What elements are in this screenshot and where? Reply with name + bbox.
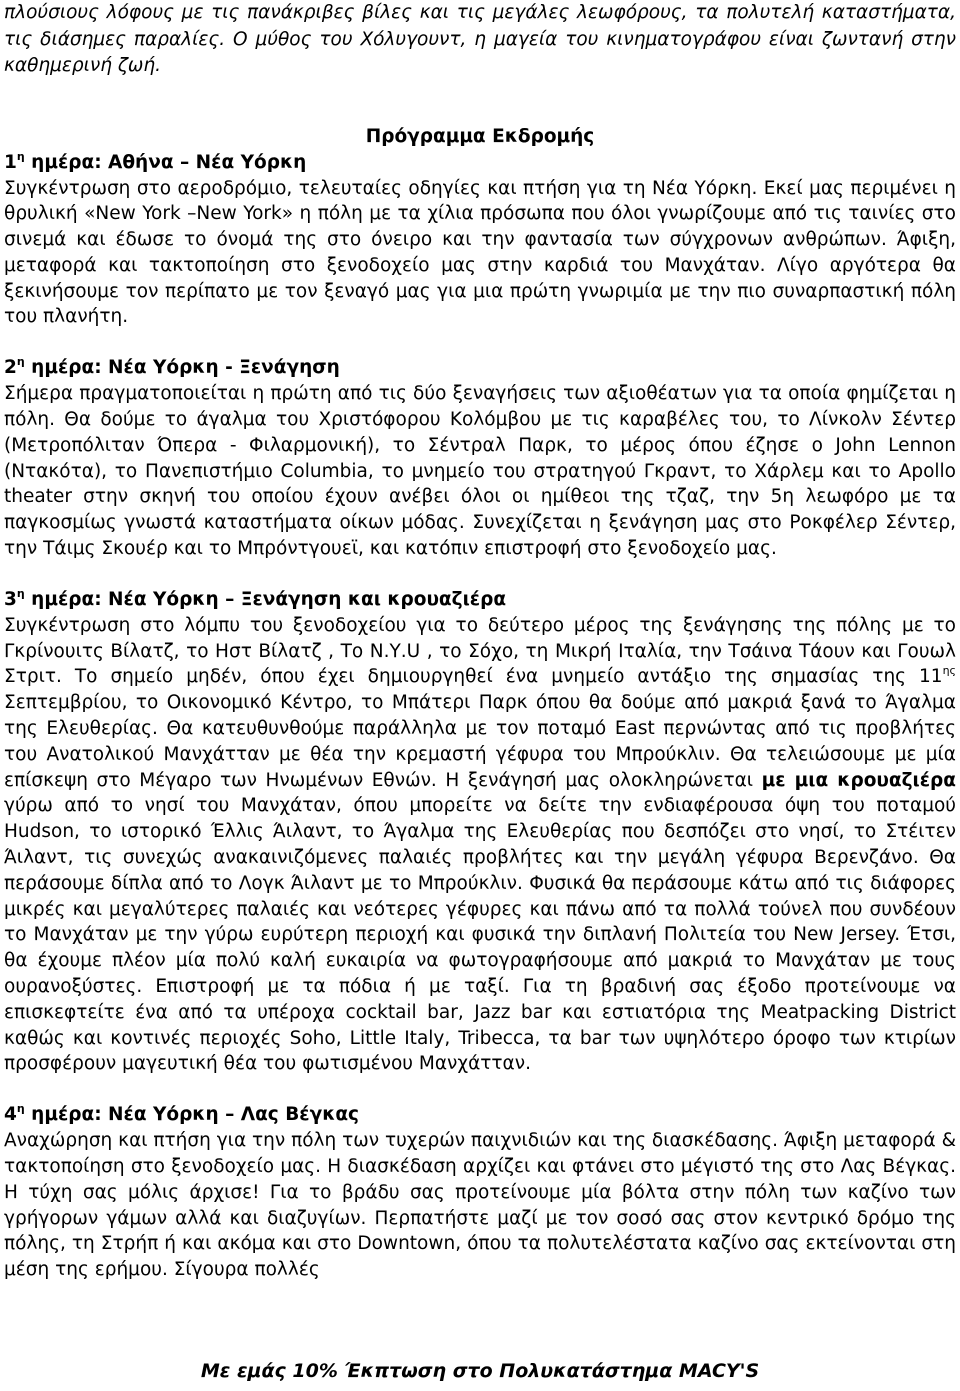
day-3-text-b: Σεπτεμβρίου, το Οικονομικό Κέντρο, το Μπάτερι Παρκ όπου θα δούμε από μακριά ξανά το Άγαλμα της Ελευθερίας. Θα κατευθυνθούμε παράλληλα με τον ποταμό East περνώντας από τις προβλήτες του Ανατολικού Μανχάτταν με θέα την κρεμαστή γέφυρα του Μπρούκλιν. Θα τελειώσουμε με μία επίσκεψη στο Μέγαρο των Ηνωμένων Εθνών. Η ξενάγησή μας ολοκληρώνεται <box>4 692 956 791</box>
day-1-title: ημέρα: Αθήνα – Νέα Υόρκη <box>24 151 307 173</box>
day-2-title: ημέρα: Νέα Υόρκη - Ξενάγηση <box>24 357 340 379</box>
day-2-heading <box>4 355 956 381</box>
day-1-sup: η <box>16 149 25 163</box>
day-3-heading <box>4 587 956 613</box>
day-3-text-bold: με μια κρουαζιέρα <box>761 769 956 791</box>
footer-promo: Με εμάς 10% Έκπτωση στο Πολυκατάστημα MACY'S <box>200 1360 760 1382</box>
day-1-heading <box>4 150 956 176</box>
day-1-number: 1 <box>4 151 17 173</box>
intro-paragraph: πλούσιους λόφους με τις πανάκριβες βίλες και τις μεγάλες λεωφόρους, τα πολυτελή καταστήματα, τις διάσημες παραλίες. Ο μύθος του Χόλυγουντ, η μαγεία του κινηματογράφου είναι ζωντανή στην καθημερινή ζωή. <box>4 2 956 76</box>
day-2-text: Σήμερα πραγματοποιείται η πρώτη από τις δύο ξεναγήσεις των αξιοθέατων για τα οποία φημίζεται η πόλη. Θα δούμε το άγαλμα του Χριστόφορου Κολόμβου με τις καραβέλες του, το Λίνκολν Σέντερ (Μετροπόλιταν Όπερα - Φιλαρμονική), το Σέντραλ Παρκ, το μέρος όπου έζησε ο John Lennon (Ντακότα), το Πανεπιστήμιο Columbia, το μνημείο του στρατηγού Γκραντ, το Χάρλεμ και το Apollo theater στην σκηνή του οποίου έχουν ανέβει όλοι οι ημίθεοι της τζαζ, την 5η λεωφόρο με τα παγκοσμίως γνωστά καταστήματα οίκων μόδας. Συνεχίζεται η ξενάγηση μας στο Ροκφέλερ Σέντερ, την Τάιμς Σκουέρ και το Μπρόντγουεϊ, και κατόπιν επιστροφή στο ξενοδοχείο μας. <box>4 383 956 560</box>
day-4-title: ημέρα: Νέα Υόρκη – Λας Βέγκας <box>24 1104 360 1126</box>
day-2-sup: η <box>16 355 25 369</box>
day-3-sup: η <box>16 586 25 600</box>
day-4-text: Αναχώρηση και πτήση για την πόλη των τυχερών παιχνιδιών και της διασκέδασης. Άφιξη μεταφορά & τακτοποίηση στο ξενοδοχείο μας. Η διασκέδαση αρχίζει και φτάνει στο μέγιστό της στο Λας Βέγκας. Η τύχη σας μόλις άρχισε! Για το βράδυ σας προτείνουμε μία βόλτα στην πόλη των καζίνο των γρήγορων γάμων αλλά και διαζυγίων. Περπατήστε μαζί με τον σοσό σας στον κεντρικό δρόμο της πόλης, τη Στρήπ ή και ακόμα και στο Downtown, όπου τα πολυτελέστατα καζίνο σας εκτείνονται στη μέση της ερήμου. Σίγουρα πολλές <box>4 1130 956 1281</box>
day-4-sup: η <box>16 1102 25 1116</box>
day-1-text: Συγκέντρωση στο αεροδρόμιο, τελευταίες οδηγίες και πτήση για τη Νέα Υόρκη. Εκεί μας περιμένει η θρυλική «New York –New York» η πόλη με τα χίλια πρόσωπα που όλοι γνωρίζουμε από τις ταινίες στο σινεμά και έδωσε το όνομά της στο όνειρο και την φαντασία των σύγχρονων ανθρώπων. Άφιξη, μεταφορά και τακτοποίηση στο ξενοδοχείο μας στην καρδιά του Μανχάταν. Λίγο αργότερα θα ξεκινήσουμε τον περίπατο με τον ξεναγό μας για μια πρώτη γνωριμία με την πιο συναρπαστική πόλη του πλανήτη. <box>4 177 956 328</box>
day-3-title: ημέρα: Νέα Υόρκη – Ξενάγηση και κρουαζιέρα <box>24 588 507 610</box>
document-page <box>4 0 956 1283</box>
day-4-heading <box>4 1102 956 1128</box>
day-3-text <box>4 613 956 1077</box>
day-3-number: 3 <box>4 588 17 610</box>
day-3-text-c: γύρω από το νησί του Μανχάταν, όπου μπορείτε να δείτε την ενδιαφέρουσα όψη του ποταμού Hudson, το ιστορικό Έλλις Άιλαντ, το Άγαλμα της Ελευθερίας που δεσπόζει στο νησί, το Στέιτεν Άιλαντ, τις συνεχώς ανακαινιζόμενες παλαιές προβλήτες και την μεγάλη γέφυρα Βερενζάνο. Θα περάσουμε δίπλα από το Λογκ Άιλαντ με το Μπρούκλιν. Φυσικά θα περάσουμε κάτω από τις διάφορες μικρές και μεγαλύτερες παλαιές και νεότερες γέφυρες και πάνω από τα πολλά τούνελ που συνδέουν το Μανχάταν με την γύρω ευρύτερη περιοχή και φυσικά την διπλανή Πολιτεία του New Jersey. Έτσι, θα έχουμε πλέον μία πολύ καλή ευκαιρία να φωτογραφήσουμε από μακριά το Μανχάταν με τους ουρανοξύστες. Επιστροφή με τα πόδια ή με ταξί. Για τη βραδινή σας έξοδο προτείνουμε να επισκεφτείτε ένα από τα υπέροχα cocktail bar, Jazz bar και εστιατόρια της Meatpacking District καθώς και κοντινές περιοχές Soho, Little Italy, Tribecca, τα bar των υψηλότερο όροφο των κτιρίων προσφέρουν μαγευτική θέα του φωτισμένου Μανχάτταν. <box>4 795 956 1075</box>
day-3-text-a: Συγκέντρωση στο λόμπυ του ξενοδοχείου για το δεύτερο μέρος της ξενάγησης της πόλης με το Γκρίνουιτς Βίλατζ, το Ηστ Βίλατζ , Το Ν.Υ.U , το Σόχο, τη Μικρή Ιταλία, την Τσάινα Τάουν και Γουωλ Στριτ. Το σημείο μηδέν, όπου έχει δημιουργηθεί ένα μνημείο αντάξιο της σημασίας της 11 <box>4 614 956 688</box>
program-title: Πρόγραμμα Εκδρομής <box>365 125 595 147</box>
day-3-text-sup: ης <box>942 664 956 678</box>
day-2-number: 2 <box>4 357 17 379</box>
day-4-number: 4 <box>4 1104 17 1126</box>
